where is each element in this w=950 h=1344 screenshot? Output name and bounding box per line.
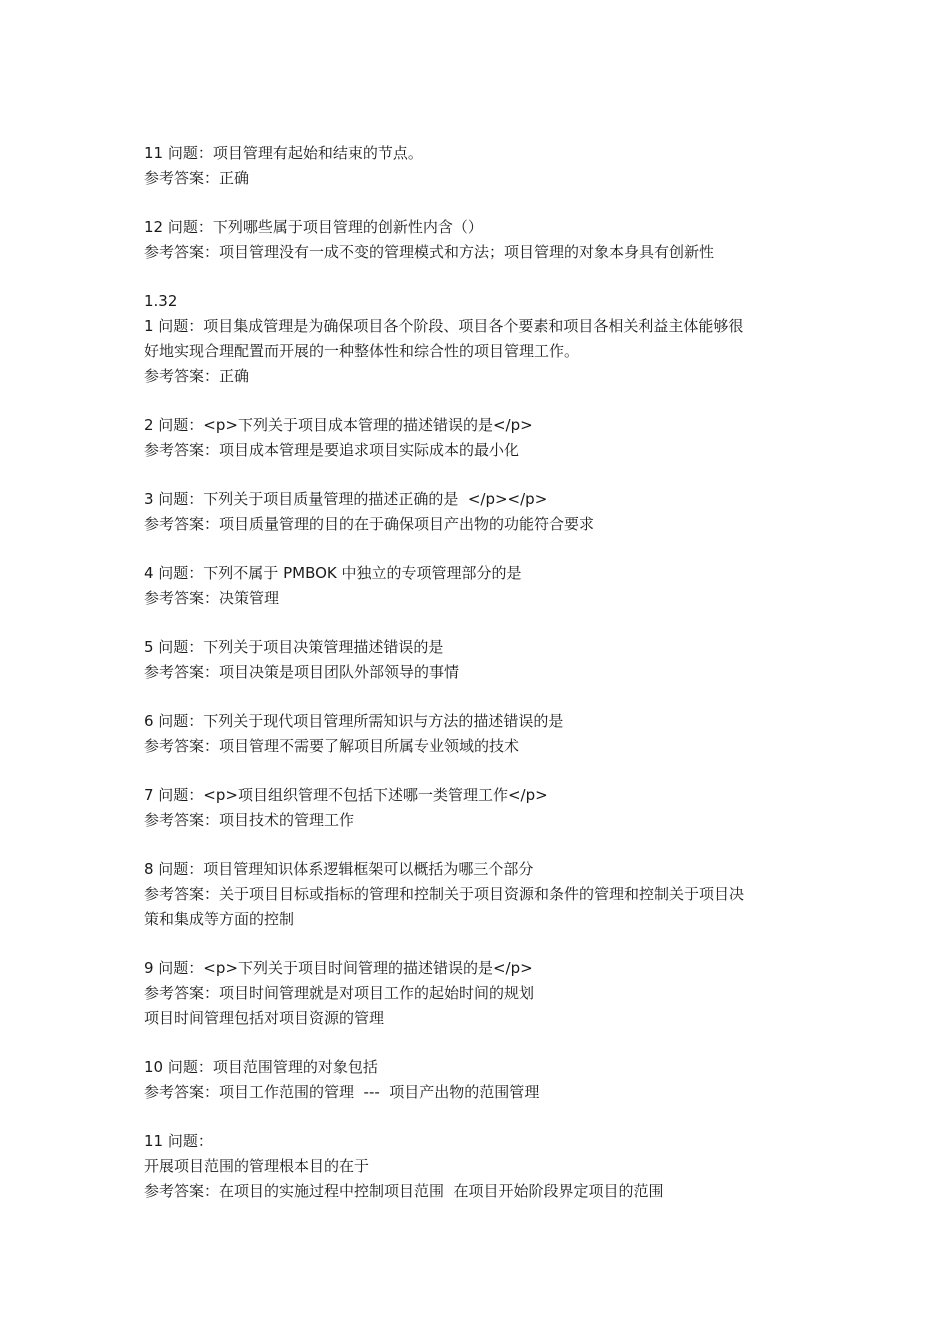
answer-line: 参考答案：项目管理没有一成不变的管理模式和方法；项目管理的对象本身具有创新性 [144,243,715,261]
question-line: 7 问题：<p>项目组织管理不包括下述哪一类管理工作</p> [144,786,548,804]
answer-line: 参考答案：项目成本管理是要追求项目实际成本的最小化 [144,441,520,459]
qa-block [144,1129,814,1204]
answer-line: 参考答案：项目决策是项目团队外部领导的事情 [144,663,460,681]
answer-line: 参考答案：项目时间管理就是对项目工作的起始时间的规划 [144,984,535,1002]
answer-line: 参考答案：正确 [144,169,250,187]
qa-block [144,141,814,191]
answer-extra-line: 项目时间管理包括对项目资源的管理 [144,1009,385,1027]
document-page [144,141,814,1228]
answer-line: 参考答案：项目管理不需要了解项目所属专业领域的技术 [144,737,520,755]
qa-block [144,487,814,537]
section-number: 1.32 [144,292,178,310]
answer-line: 参考答案：在项目的实施过程中控制项目范围 在项目开始阶段界定项目的范围 [144,1182,664,1200]
qa-block [144,289,814,389]
qa-block [144,709,814,759]
answer-line: 参考答案：项目工作范围的管理 --- 项目产出物的范围管理 [144,1083,540,1101]
question-line: 12 问题：下列哪些属于项目管理的创新性内含（） [144,218,483,236]
answer-line: 参考答案：正确 [144,367,250,385]
question-line: 10 问题：项目范围管理的对象包括 [144,1058,378,1076]
qa-block [144,956,814,1031]
qa-block [144,857,814,932]
question-line: 1 问题：项目集成管理是为确保项目各个阶段、项目各个要素和项目各相关利益主体能够很 [144,317,744,335]
answer-line: 参考答案：关于项目目标或指标的管理和控制关于项目资源和条件的管理和控制关于项目决 [144,885,745,903]
qa-block [144,783,814,833]
question-line: 11 问题： [144,1132,213,1150]
answer-line: 参考答案：项目质量管理的目的在于确保项目产出物的功能符合要求 [144,515,595,533]
question-line: 2 问题：<p>下列关于项目成本管理的描述错误的是</p> [144,416,533,434]
answer-line: 参考答案：决策管理 [144,589,280,607]
question-line: 9 问题：<p>下列关于项目时间管理的描述错误的是</p> [144,959,533,977]
answer-line: 参考答案：项目技术的管理工作 [144,811,355,829]
qa-block [144,215,814,265]
question-line: 11 问题：项目管理有起始和结束的节点。 [144,144,423,162]
answer-line-continued: 策和集成等方面的控制 [144,910,295,928]
question-line: 3 问题：下列关于项目质量管理的描述正确的是 </p></p> [144,490,548,508]
question-line: 5 问题：下列关于项目决策管理描述错误的是 [144,638,444,656]
qa-block [144,1055,814,1105]
question-line: 6 问题：下列关于现代项目管理所需知识与方法的描述错误的是 [144,712,564,730]
question-line: 4 问题：下列不属于 PMBOK 中独立的专项管理部分的是 [144,564,522,582]
qa-block [144,413,814,463]
question-line-continued: 好地实现合理配置而开展的一种整体性和综合性的项目管理工作。 [144,342,580,360]
qa-block [144,635,814,685]
question-line-continued: 开展项目范围的管理根本目的在于 [144,1157,370,1175]
qa-block [144,561,814,611]
question-line: 8 问题：项目管理知识体系逻辑框架可以概括为哪三个部分 [144,860,534,878]
